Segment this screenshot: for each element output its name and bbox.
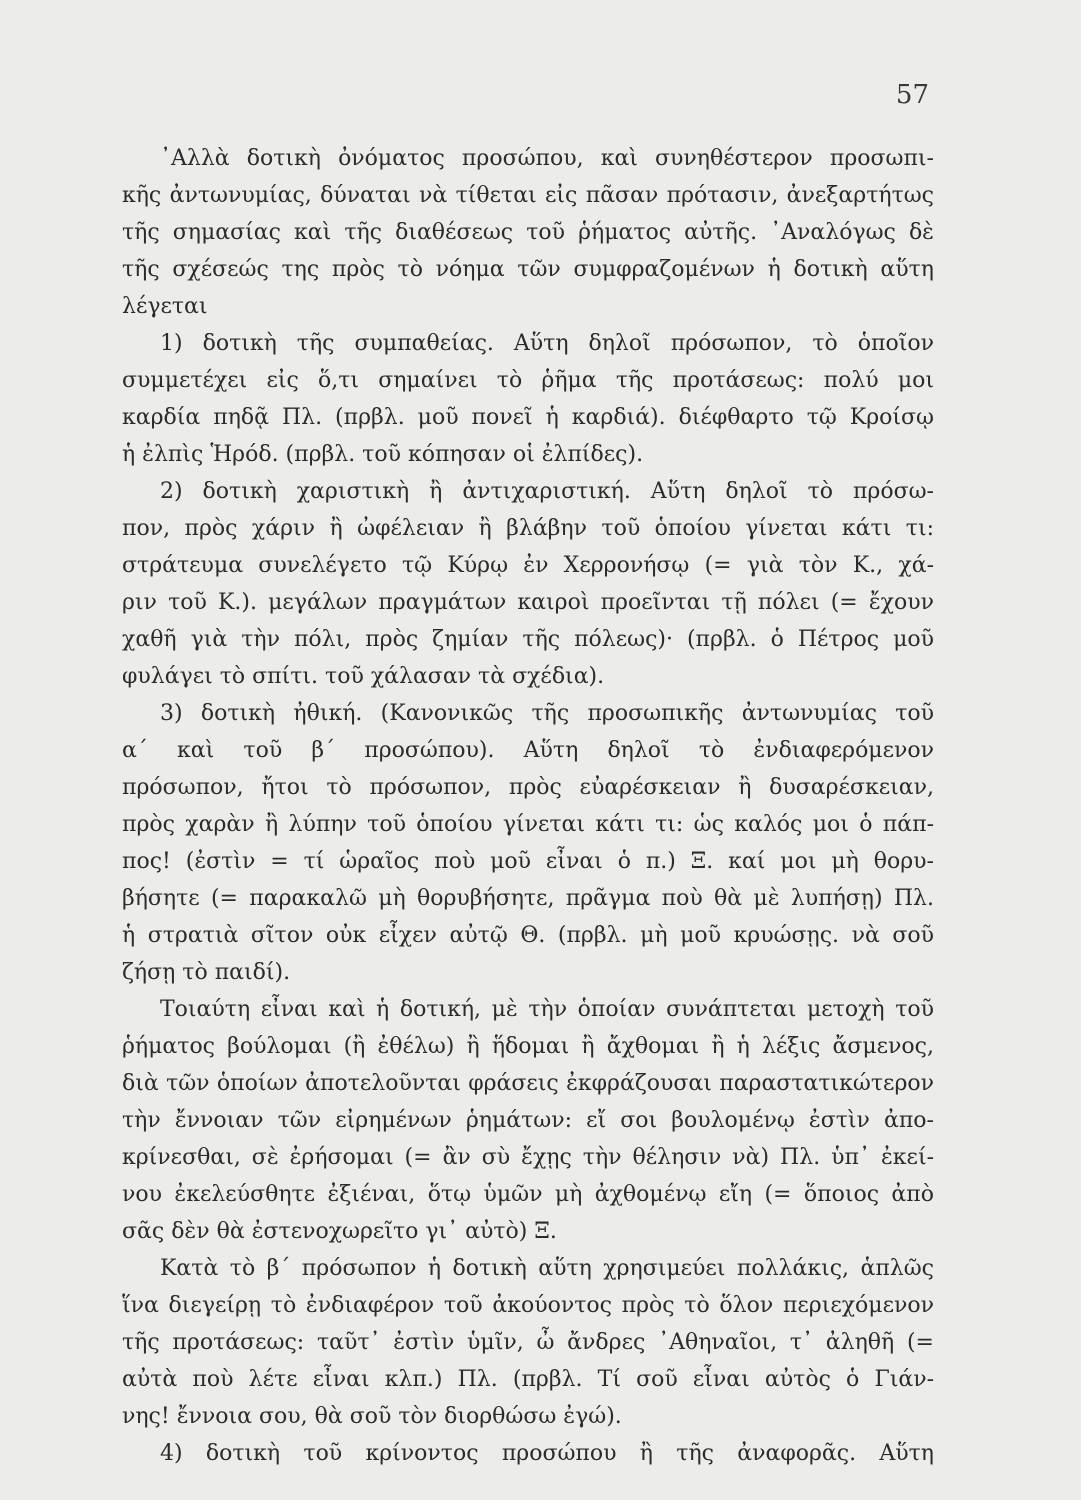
page-number: 57 (895, 80, 929, 110)
text-line: πρὸς χαρὰν ἢ λύπην τοῦ ὁποίου γίνεται κάτι τι: ὡς καλός μοι ὁ πάπ- (122, 812, 934, 837)
text-line: φυλάγει τὸ σπίτι. τοῦ χάλασαν τὰ σχέδια). (122, 664, 605, 689)
text-line: 4) δοτικὴ τοῦ κρίνοντος προσώπου ἢ τῆς ἀναφορᾶς. Αὕτη (160, 1441, 934, 1466)
text-line: αὐτὰ ποὺ λέτε εἶναι κλπ.) Πλ. (πρβλ. Τί σοῦ εἶναι αὐτὸς ὁ Γιάν- (122, 1367, 934, 1392)
text-line: σᾶς δὲν θὰ ἐστενοχωρεῖτο γι᾽ αὐτὸ) Ξ. (122, 1219, 557, 1244)
text-line: ἡ ἐλπὶς Ἡρόδ. (πρβλ. τοῦ κόπησαν οἱ ἐλπίδες). (122, 442, 644, 467)
text-line: ριν τοῦ Κ.). μεγάλων πραγμάτων καιροὶ προεῖνται τῇ πόλει (= ἔχουν (122, 590, 934, 615)
text-line: 1) δοτικὴ τῆς συμπαθείας. Αὕτη δηλοῖ πρόσωπον, τὸ ὁποῖον (160, 331, 934, 356)
text-line: 2) δοτικὴ χαριστικὴ ἢ ἀντιχαριστική. Αὕτη δηλοῖ τὸ πρόσω- (160, 479, 934, 504)
text-line: τῆς προτάσεως: ταῦτ᾽ ἐστὶν ὑμῖν, ὦ ἄνδρες ᾽Αθηναῖοι, τ᾽ ἀληθῆ (= (122, 1330, 934, 1355)
text-line: ᾽Αλλὰ δοτικὴ ὀνόματος προσώπου, καὶ συνηθέστερον προσωπι- (160, 146, 934, 171)
text-line: ζήσῃ τὸ παιδί). (122, 960, 291, 985)
text-line: χαθῆ γιὰ τὴν πόλι, πρὸς ζημίαν τῆς πόλεως)· (πρβλ. ὁ Πέτρος μοῦ (122, 627, 934, 652)
text-line: συμμετέχει εἰς ὅ,τι σημαίνει τὸ ῥῆμα τῆς προτάσεως: πολύ μοι (122, 368, 934, 393)
text-line: 3) δοτικὴ ἠθική. (Κανονικῶς τῆς προσωπικῆς ἀντωνυμίας τοῦ (160, 701, 934, 726)
text-line: τῆς σχέσεώς της πρὸς τὸ νόημα τῶν συμφραζομένων ἡ δοτικὴ αὕτη (122, 257, 934, 282)
text-line: πον, πρὸς χάριν ἢ ὠφέλειαν ἢ βλάβην τοῦ ὁποίου γίνεται κάτι τι: (122, 516, 934, 541)
text-line: τὴν ἔννοιαν τῶν εἰρημένων ῥημάτων: εἴ σοι βουλομένῳ ἐστὶν ἀπο- (122, 1108, 934, 1133)
text-line: ἵνα διεγείρῃ τὸ ἐνδιαφέρον τοῦ ἀκούοντος πρὸς τὸ ὅλον περιεχόμενον (122, 1293, 934, 1318)
text-line: νου ἐκελεύσθητε ἐξιέναι, ὅτῳ ὑμῶν μὴ ἀχθομένῳ εἴη (= ὅποιος ἀπὸ (122, 1182, 934, 1207)
text-line: πρόσωπον, ἤτοι τὸ πρόσωπον, πρὸς εὐαρέσκειαν ἢ δυσαρέσκειαν, (122, 775, 934, 800)
text-line: τῆς σημασίας καὶ τῆς διαθέσεως τοῦ ῥήματος αὐτῆς. ᾽Αναλόγως δὲ (122, 220, 934, 245)
text-line: λέγεται (122, 294, 208, 319)
text-line: κῆς ἀντωνυμίας, δύναται νὰ τίθεται εἰς πᾶσαν πρότασιν, ἀνεξαρτήτως (122, 183, 934, 208)
text-line: Κατὰ τὸ β΄ πρόσωπον ἡ δοτικὴ αὕτη χρησιμεύει πολλάκις, ἁπλῶς (160, 1256, 934, 1281)
text-line: καρδία πηδᾷ Πλ. (πρβλ. μοῦ πονεῖ ἡ καρδιά). διέφθαρτο τῷ Κροίσῳ (122, 405, 934, 430)
text-line: πος! (ἐστὶν = τί ὡραῖος ποὺ μοῦ εἶναι ὁ π.) Ξ. καί μοι μὴ θορυ- (122, 849, 934, 874)
text-line: νης! ἔννοια σου, θὰ σοῦ τὸν διορθώσω ἐγώ). (122, 1404, 622, 1429)
text-line: στράτευμα συνελέγετο τῷ Κύρῳ ἐν Χερρονήσῳ (= γιὰ τὸν Κ., χά- (122, 553, 934, 578)
text-line: ῥήματος βούλομαι (ἢ ἐθέλω) ἢ ἥδομαι ἢ ἄχθομαι ἢ ἡ λέξις ἄσμενος, (122, 1034, 934, 1059)
text-line: ἡ στρατιὰ σῖτον οὐκ εἶχεν αὐτῷ Θ. (πρβλ. μὴ μοῦ κρυώσῃς. νὰ σοῦ (122, 923, 934, 948)
text-line: βήσητε (= παρακαλῶ μὴ θορυβήσητε, πρᾶγμα ποὺ θὰ μὲ λυπήσῃ) Πλ. (122, 886, 934, 911)
text-line: α΄ καὶ τοῦ β΄ προσώπου). Αὕτη δηλοῖ τὸ ἐνδιαφερόμενον (122, 738, 934, 763)
text-line: κρίνεσθαι, σὲ ἐρήσομαι (= ἂν σὺ ἔχῃς τὴν θέλησιν νὰ) Πλ. ὑπ᾽ ἐκεί- (122, 1145, 934, 1170)
text-line: Τοιαύτη εἶναι καὶ ἡ δοτική, μὲ τὴν ὁποίαν συνάπτεται μετοχὴ τοῦ (160, 997, 934, 1022)
text-line: διὰ τῶν ὁποίων ἀποτελοῦνται φράσεις ἐκφράζουσαι παραστατικώτερον (122, 1071, 934, 1096)
body-text (122, 140, 934, 1472)
